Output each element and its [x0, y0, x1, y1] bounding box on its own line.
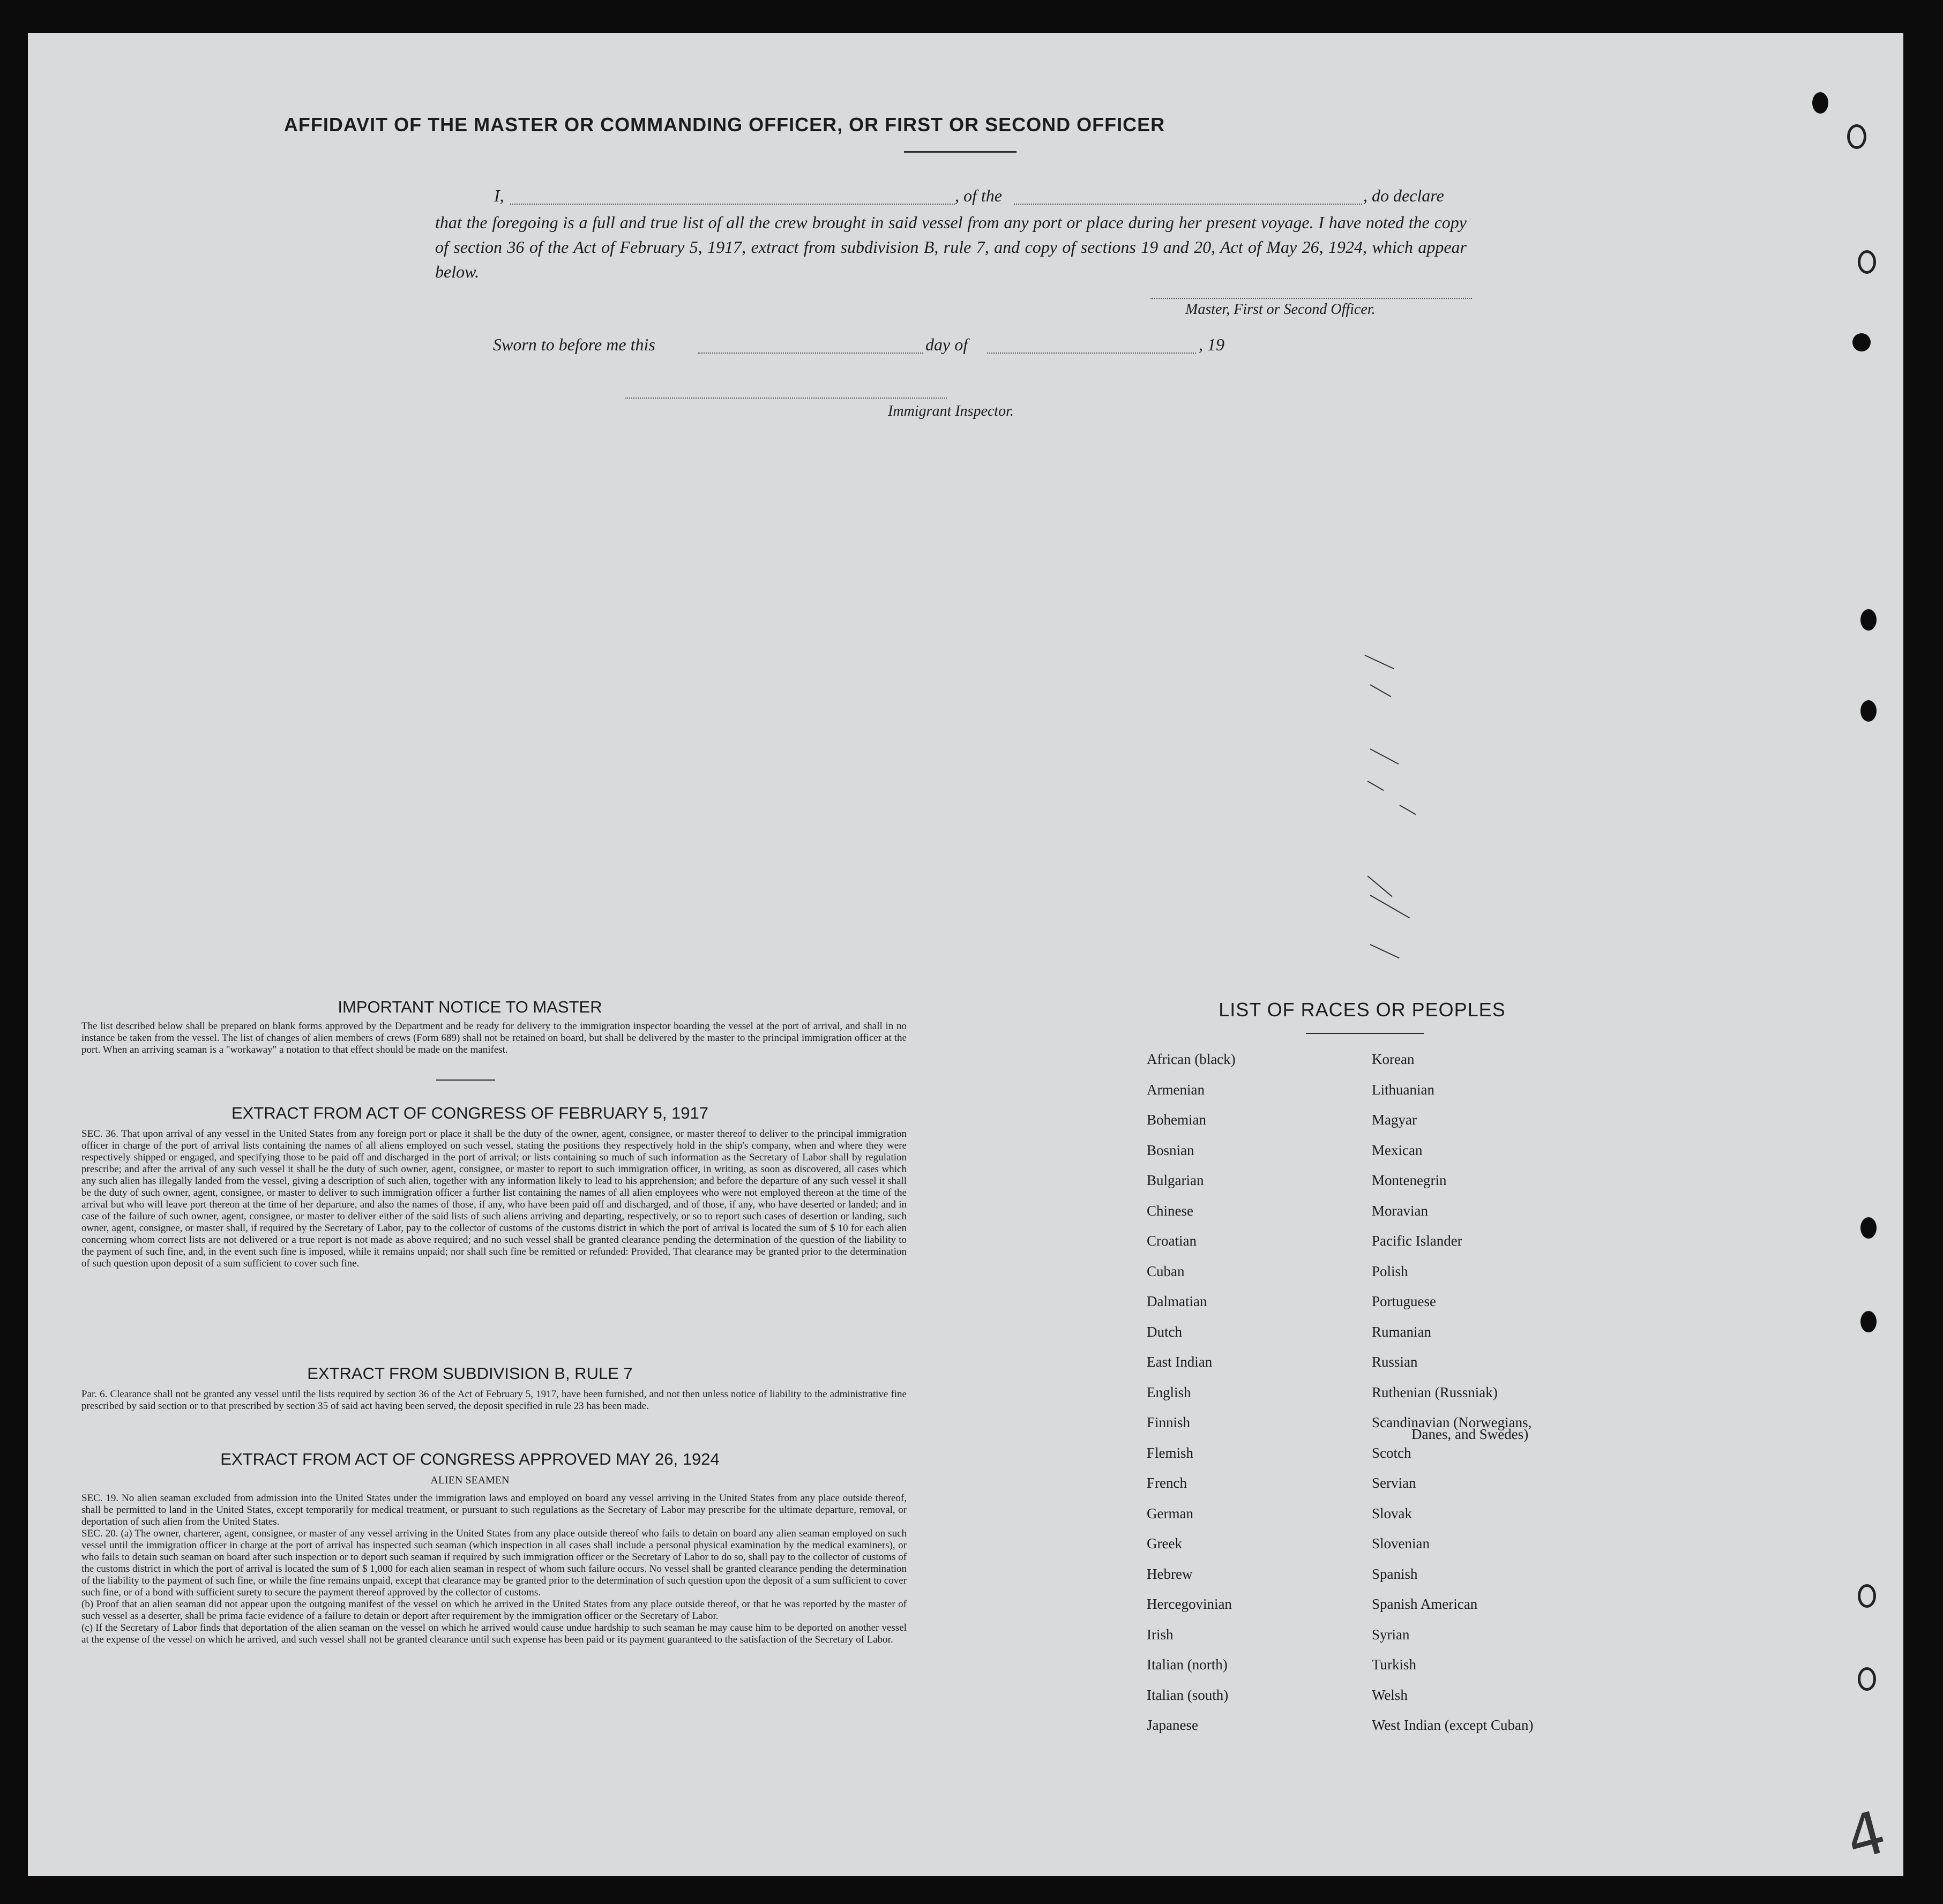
race-item: African (black) [1147, 1051, 1236, 1067]
rule7-title: EXTRACT FROM SUBDIVISION B, RULE 7 [307, 1364, 633, 1383]
pencil-mark [1367, 875, 1392, 897]
binder-hole [1860, 609, 1877, 631]
binder-hole [1858, 1667, 1876, 1691]
affidavit-line1-i: I, [494, 186, 504, 205]
pencil-mark [1370, 895, 1410, 918]
race-item: Irish [1147, 1626, 1174, 1643]
race-item: Moravian [1372, 1202, 1428, 1219]
pencil-mark [1370, 944, 1400, 958]
notice-title: IMPORTANT NOTICE TO MASTER [338, 998, 602, 1016]
sworn-day-field[interactable] [698, 353, 923, 354]
race-item: Italian (south) [1147, 1686, 1229, 1703]
year-label: , 19 [1199, 335, 1224, 354]
extract-1924-subtitle: ALIEN SEAMEN [430, 1474, 510, 1486]
sec-19-text: SEC. 19. No alien seaman excluded from admission into the United States under the immigration laws and employed on board any vessel arriving in the United States from any place outside thereof, shall be permitted to land in the United States, except temporarily for medical treatment, or pursuant to such regulations as the Secretary of Labor may prescribe for the ultimate departure, removal, or deportation of such alien from the United States. [81, 1493, 907, 1527]
master-signature-caption: Master, First or Second Officer. [1185, 301, 1376, 318]
race-item: Rumanian [1372, 1323, 1431, 1340]
extract-1924-title: EXTRACT FROM ACT OF CONGRESS APPROVED MAY 26, 1924 [220, 1450, 720, 1468]
race-item: Dalmatian [1147, 1293, 1207, 1309]
race-item: Spanish American [1372, 1596, 1478, 1612]
sec-20a-text: SEC. 20. (a) The owner, charterer, agent, consignee, or master of any vessel arriving in the United States from any place outside thereof who fails to detain on board any alien seaman employed on such vessel until the immigration officer in charge at the port of arrival has inspected such seaman (which inspection in all cases shall include a personal physical examination by the medical examiners), or who fails to detain such seaman on board after such inspection or to deport such seaman if required by such immigration officer or the Secretary of Labor to do so, shall pay to the collector of customs of the customs district in which the port of arrival is located the sum of $ 1,000 for each alien seaman in respect of whom such failure occurs. No vessel shall be granted clearance pending the determination of the liability to the payment of such fine, or while the fine remains unpaid, except that clearance may be granted prior to the determination of such question upon the deposit of a sum sufficient to cover such fine, or of a bond with sufficient surety to secure the payment thereof approved by the collector of customs. [81, 1528, 907, 1598]
affidavit-line1-of: , of the [955, 186, 1002, 205]
race-item: Magyar [1372, 1112, 1417, 1128]
vessel-field[interactable] [1014, 204, 1362, 205]
name-field[interactable] [510, 204, 955, 205]
race-item: Hebrew [1147, 1565, 1193, 1582]
binder-hole [1860, 700, 1877, 722]
sworn-month-field[interactable] [987, 353, 1196, 354]
race-item: Mexican [1372, 1142, 1423, 1158]
race-item: Montenegrin [1372, 1172, 1447, 1188]
handwritten-page-mark: 4 [1839, 1797, 1893, 1873]
sec-20b-text: (b) Proof that an alien seaman did not appear upon the outgoing manifest of the vessel on which he arrived in the United States from any place outside thereof, or that he was reported by the master of such vessel as a deserter, shall be prima facie evidence of a failure to detain or deport after requirement by the immigration officer or the Secretary of Labor. [81, 1599, 907, 1622]
race-item: Servian [1372, 1475, 1416, 1491]
race-item: Turkish [1372, 1656, 1417, 1673]
extract-1924-text [81, 1493, 907, 1646]
day-of-label: day of [925, 335, 968, 354]
races-scandinavian-continuation: Danes, and Swedes) [1411, 1426, 1529, 1442]
races-rule [1306, 1033, 1424, 1034]
race-item: Lithuanian [1372, 1081, 1434, 1098]
race-item: Hercegovinian [1147, 1596, 1232, 1612]
pencil-mark [1400, 805, 1416, 815]
document-page [28, 33, 1903, 1876]
extract-1917-text: SEC. 36. That upon arrival of any vessel in the United States from any foreign port or place it shall be the duty of the owner, agent, consignee, or master thereof to deliver to the principal immigration officer in charge of the port of arrival lists containing the names of all aliens employed on such vessel, stating the positions they respectively hold in the ship's company, when and where they were respectively shipped or engaged, and specifying those to be paid off and discharged in the port of arrival; or lists containing so much of such information as the Secretary of Labor shall by regulation prescribe; and after the arrival of any such vessel it shall be the duty of such owner, agent, consignee, or master to report to such immigration officer, in writing, as soon as discovered, all cases which any such alien has illegally landed from the vessel, giving a description of such alien, together with any information likely to lead to his apprehension; and before the departure of any such vessel it shall be the duty of such owner, agent, consignee, or master to deliver to such immigration officer a further list containing the names of all alien employees who were not employed thereon at the time of the arrival but who will leave port thereon at the time of her departure, and also the names of those, if any, who have been paid off and discharged, and of those, if any, who have deserted or landed; and in case of the failure of such owner, agent, consignee, or master to deliver either of the said lists of such aliens arriving and departing, respectively, or so to report such cases of desertion or landing, such owner, agent, consignee, or master shall, if required by the Secretary of Labor, pay to the collector of customs of the customs district in which the port of arrival is located the sum of $ 10 for each alien concerning whom correct lists are not delivered or a true report is not made as above required; and no such vessel shall be granted clearance pending the determination of the question of the liability to the payment of such fine, and, in the event such fine is imposed, while it remains unpaid; nor shall such fine be remitted or refunded: Provided, That clearance may be granted prior to the determination of such question upon deposit of a sum sufficient to cover such fine. [81, 1128, 907, 1269]
inspector-signature-line[interactable] [625, 398, 947, 399]
sec-20c-text: (c) If the Secretary of Labor finds that deportation of the alien seaman on the vessel on which he arrived would cause undue hardship to such seaman he may cause him to be deported on another vessel at the expense of the vessel on which he arrived, and such vessel shall not be granted clearance until such expense has been paid or its payment guaranteed to the satisfaction of the Secretary of Labor. [81, 1622, 907, 1645]
master-signature-line[interactable] [1150, 298, 1472, 299]
race-item: West Indian (except Cuban) [1372, 1717, 1534, 1733]
race-item: Welsh [1372, 1686, 1408, 1703]
pencil-mark [1365, 655, 1394, 669]
race-item: Armenian [1147, 1081, 1205, 1098]
race-item: Slovenian [1372, 1535, 1430, 1551]
binder-hole [1860, 1311, 1877, 1332]
affidavit-body: that the foregoing is a full and true list of all the crew brought in said vessel from any port or place during her present voyage. I have noted the copy of section 36 of the Act of February 5, 1917, extract from subdivision B, rule 7, and copy of sections 19 and 20, Act of May 26, 1924, which appear below. [435, 213, 1467, 281]
race-item: Slovak [1372, 1505, 1413, 1521]
race-item: Scotch [1372, 1444, 1411, 1461]
race-item: Bosnian [1147, 1142, 1194, 1158]
inspector-signature-caption: Immigrant Inspector. [888, 403, 1014, 419]
sworn-label: Sworn to before me this [493, 335, 655, 354]
race-item: East Indian [1147, 1354, 1213, 1370]
race-item: Ruthenian (Russniak) [1372, 1384, 1498, 1400]
binder-hole [1852, 333, 1871, 351]
binder-hole [1860, 1217, 1877, 1239]
race-item: German [1147, 1505, 1193, 1521]
race-item: Flemish [1147, 1444, 1194, 1461]
race-item: Croatian [1147, 1233, 1197, 1249]
affidavit-title: AFFIDAVIT OF THE MASTER OR COMMANDING OFFICER, OR FIRST OR SECOND OFFICER [283, 114, 1165, 136]
race-item: Finnish [1147, 1414, 1191, 1430]
binder-hole [1847, 124, 1866, 149]
races-column-1 [1147, 1051, 1361, 1748]
race-item: Japanese [1147, 1717, 1198, 1733]
race-item: Chinese [1147, 1202, 1193, 1219]
extract-1917-title: EXTRACT FROM ACT OF CONGRESS OF FEBRUARY 5, 1917 [231, 1104, 709, 1122]
race-item: Bohemian [1147, 1112, 1206, 1128]
race-item: Russian [1372, 1354, 1418, 1370]
affidavit-line1-end: , do declare [1363, 186, 1444, 205]
race-item: French [1147, 1475, 1187, 1491]
race-item: Syrian [1372, 1626, 1410, 1643]
pencil-mark [1370, 748, 1399, 764]
races-title: LIST OF RACES OR PEOPLES [1219, 999, 1506, 1021]
race-item: English [1147, 1384, 1191, 1400]
race-item: Portuguese [1372, 1293, 1436, 1309]
title-rule [904, 151, 1017, 153]
race-item: Pacific Islander [1372, 1233, 1462, 1249]
race-item: Italian (north) [1147, 1656, 1228, 1673]
race-item: Spanish [1372, 1565, 1418, 1582]
bleed-through-text [60, 156, 69, 173]
binder-hole [1858, 1584, 1876, 1608]
race-item: Korean [1372, 1051, 1415, 1067]
pencil-mark [1367, 781, 1384, 791]
rule7-text: Par. 6. Clearance shall not be granted any vessel until the lists required by section 36 of the Act of February 5, 1917, have been furnished, and not then unless notice of liability to the administrative fine prescribed by said section or to that prescribed by section 35 of said act having been served, the deposit specified in rule 23 has been made. [81, 1389, 907, 1412]
pencil-mark [1370, 684, 1392, 697]
binder-hole [1812, 92, 1828, 114]
race-item: Scandinavian (Norwegians, [1372, 1414, 1532, 1430]
races-column-2 [1372, 1051, 1597, 1748]
notice-rule [436, 1080, 495, 1081]
race-item: Greek [1147, 1535, 1182, 1551]
race-item: Bulgarian [1147, 1172, 1204, 1188]
notice-text: The list described below shall be prepared on blank forms approved by the Department and be ready for delivery to the immigration inspector boarding the vessel at the port of arrival, and shall in no instance be taken from the vessel. The list of changes of alien members of crews (Form 689) shall not be retained on board, but shall be delivered by the master to the principal immigration officer at the port. When an arriving seaman is a "workaway" a notation to that effect should be made on the manifest. [81, 1021, 907, 1055]
race-item: Polish [1372, 1263, 1408, 1279]
race-item: Cuban [1147, 1263, 1185, 1279]
race-item: Dutch [1147, 1323, 1182, 1340]
binder-hole [1858, 250, 1876, 274]
